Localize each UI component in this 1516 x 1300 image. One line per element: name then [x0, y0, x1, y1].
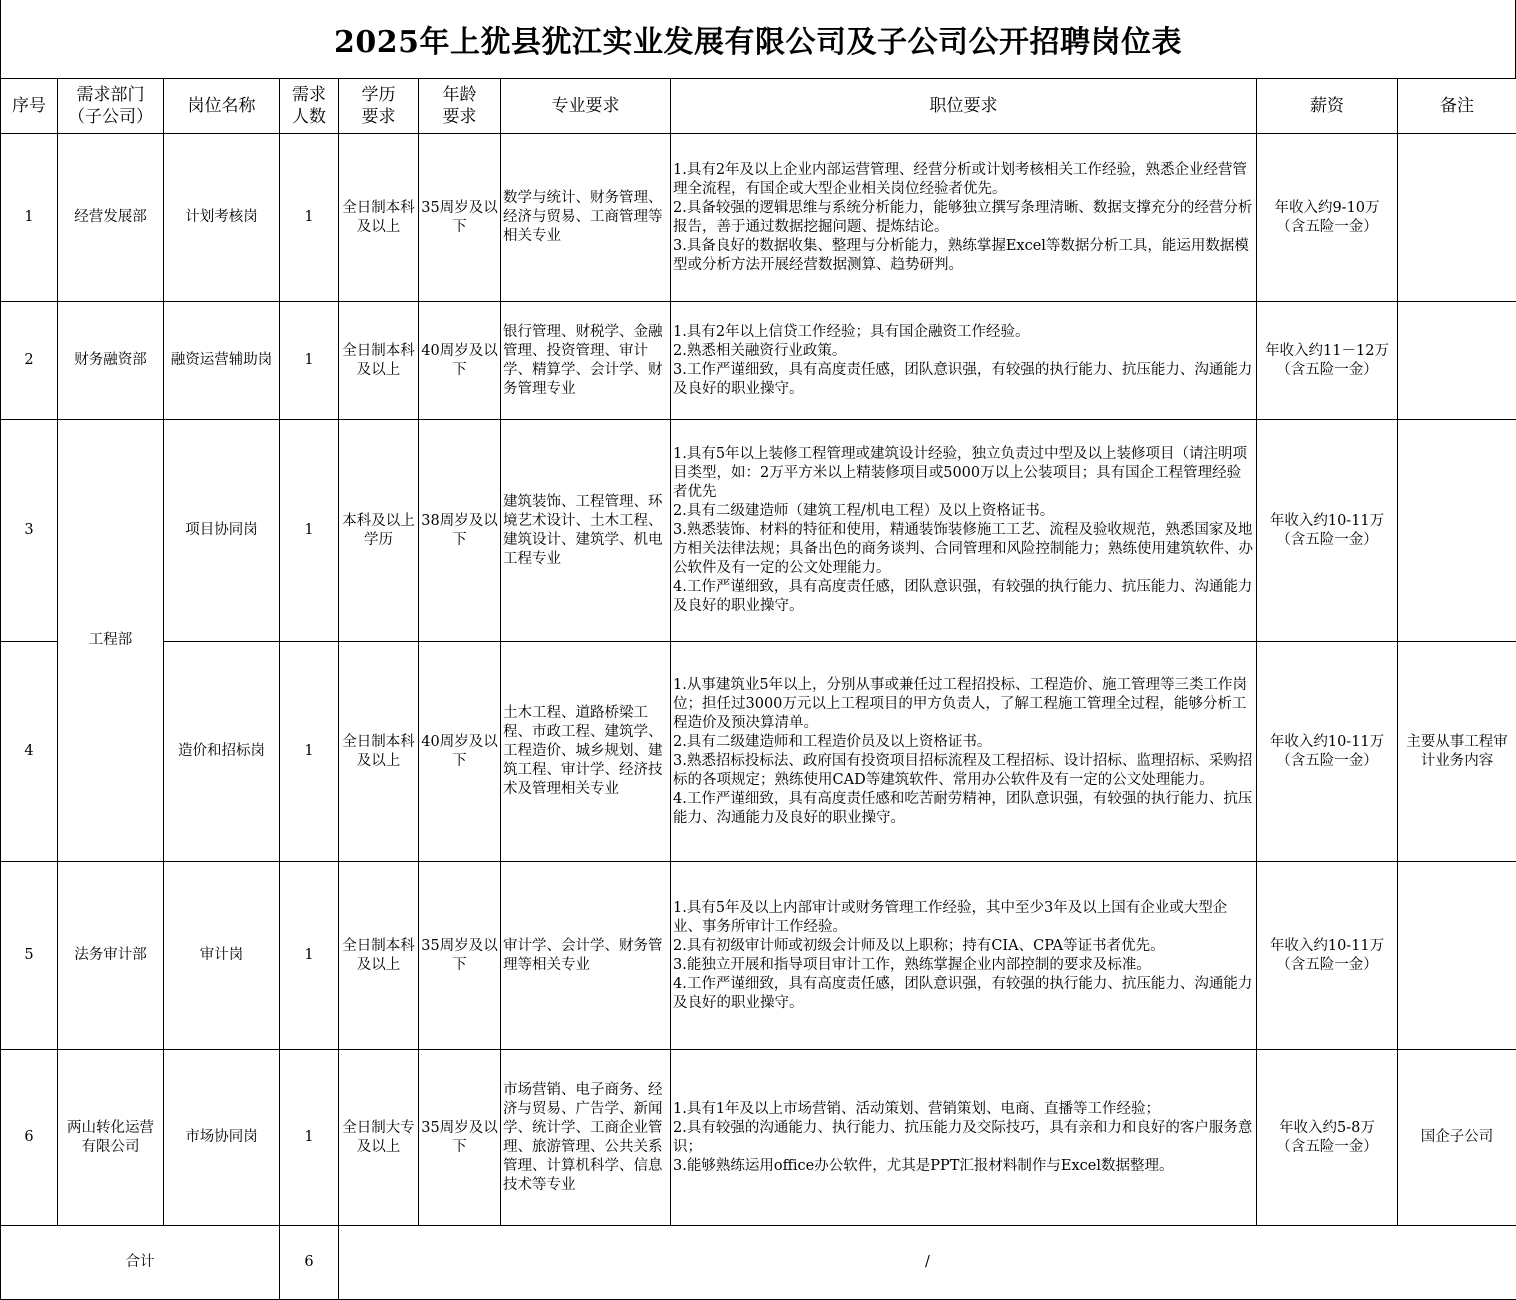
cell-remark	[1398, 302, 1516, 420]
total-rest: /	[339, 1226, 1516, 1300]
cell-count: 1	[280, 862, 339, 1050]
cell-count: 1	[280, 1050, 339, 1226]
header-edu	[339, 79, 419, 134]
total-count: 6	[280, 1226, 339, 1300]
cell-seq: 4	[1, 642, 58, 862]
cell-seq: 1	[1, 134, 58, 302]
duty-line: 2.具有二级建造师和工程造价员及以上资格证书。	[673, 733, 1254, 752]
salary-note: （含五险一金）	[1259, 218, 1395, 237]
salary-note: （含五险一金）	[1259, 361, 1395, 380]
header-duties: 职位要求	[671, 79, 1257, 134]
header-dept-line2: （子公司）	[60, 106, 161, 128]
header-edu-line2: 要求	[341, 106, 416, 128]
cell-count: 1	[280, 642, 339, 862]
cell-seq: 2	[1, 302, 58, 420]
cell-count: 1	[280, 302, 339, 420]
cell-remark	[1398, 862, 1516, 1050]
salary-note: （含五险一金）	[1259, 956, 1395, 975]
table-row	[1, 862, 1516, 1050]
cell-salary	[1257, 134, 1398, 302]
cell-remark	[1398, 420, 1516, 642]
table-row	[1, 1050, 1516, 1226]
salary-amount: 年收入约10-11万	[1259, 733, 1395, 752]
duty-line: 4.工作严谨细致，具有高度责任感，团队意识强，有较强的执行能力、抗压能力、沟通能力及良好的职业操守。	[673, 578, 1254, 616]
duty-line: 3.具备良好的数据收集、整理与分析能力，熟练掌握Excel等数据分析工具，能运用数据模型或分析方法开展经营数据测算、趋势研判。	[673, 237, 1254, 275]
salary-note: （含五险一金）	[1259, 531, 1395, 550]
cell-salary	[1257, 862, 1398, 1050]
cell-age: 35周岁及以下	[419, 134, 501, 302]
header-age-line2: 要求	[421, 106, 498, 128]
cell-remark	[1398, 134, 1516, 302]
cell-dept: 法务审计部	[58, 862, 164, 1050]
cell-position: 审计岗	[164, 862, 280, 1050]
cell-edu: 全日制本科及以上	[339, 862, 419, 1050]
salary-amount: 年收入约11－12万	[1259, 342, 1395, 361]
cell-salary	[1257, 642, 1398, 862]
header-position: 岗位名称	[164, 79, 280, 134]
total-row	[1, 1226, 1516, 1300]
duty-line: 2.具备较强的逻辑思维与系统分析能力，能够独立撰写条理清晰、数据支撑充分的经营分析报告，善于通过数据挖掘问题、提炼结论。	[673, 199, 1254, 237]
duty-line: 1.具有5年及以上内部审计或财务管理工作经验，其中至少3年及以上国有企业或大型企业、事务所审计工作经验。	[673, 899, 1254, 937]
cell-age: 35周岁及以下	[419, 1050, 501, 1226]
table-row	[1, 420, 1516, 642]
header-major: 专业要求	[501, 79, 671, 134]
header-count	[280, 79, 339, 134]
cell-duties	[671, 862, 1257, 1050]
cell-salary	[1257, 302, 1398, 420]
header-seq: 序号	[1, 79, 58, 134]
table-row	[1, 134, 1516, 302]
cell-edu: 全日制大专及以上	[339, 1050, 419, 1226]
cell-position: 计划考核岗	[164, 134, 280, 302]
cell-seq: 6	[1, 1050, 58, 1226]
salary-note: （含五险一金）	[1259, 1138, 1395, 1157]
duty-line: 3.工作严谨细致，具有高度责任感，团队意识强，有较强的执行能力、抗压能力、沟通能力及良好的职业操守。	[673, 361, 1254, 399]
duty-line: 1.具有5年以上装修工程管理或建筑设计经验，独立负责过中型及以上装修项目（请注明项目类型，如：2万平方米以上精装修项目或5000万以上公装项目；具有国企工程管理经验者优先	[673, 445, 1254, 502]
cell-count: 1	[280, 420, 339, 642]
table-row	[1, 642, 1516, 862]
cell-dept: 工程部	[58, 420, 164, 862]
cell-dept: 两山转化运营有限公司	[58, 1050, 164, 1226]
page-title: 2025年上犹县犹江实业发展有限公司及子公司公开招聘岗位表	[0, 0, 1516, 78]
cell-age: 35周岁及以下	[419, 862, 501, 1050]
header-count-line1: 需求	[282, 84, 336, 106]
cell-seq: 5	[1, 862, 58, 1050]
duty-line: 2.具有初级审计师或初级会计师及以上职称；持有CIA、CPA等证书者优先。	[673, 937, 1254, 956]
cell-age: 40周岁及以下	[419, 642, 501, 862]
cell-major: 市场营销、电子商务、经济与贸易、广告学、新闻学、统计学、工商企业管理、旅游管理、公共关系管理、计算机科学、信息技术等专业	[501, 1050, 671, 1226]
cell-position: 市场协同岗	[164, 1050, 280, 1226]
cell-count: 1	[280, 134, 339, 302]
salary-note: （含五险一金）	[1259, 752, 1395, 771]
cell-duties	[671, 1050, 1257, 1226]
cell-position: 造价和招标岗	[164, 642, 280, 862]
cell-dept: 经营发展部	[58, 134, 164, 302]
duty-line: 1.具有2年及以上企业内部运营管理、经营分析或计划考核相关工作经验，熟悉企业经营管理全流程，有国企或大型企业相关岗位经验者优先。	[673, 161, 1254, 199]
cell-salary	[1257, 1050, 1398, 1226]
total-label: 合计	[1, 1226, 280, 1300]
cell-salary	[1257, 420, 1398, 642]
header-dept-line1: 需求部门	[60, 84, 161, 106]
header-edu-line1: 学历	[341, 84, 416, 106]
cell-major: 建筑装饰、工程管理、环境艺术设计、土木工程、建筑设计、建筑学、机电工程专业	[501, 420, 671, 642]
cell-duties	[671, 420, 1257, 642]
header-age	[419, 79, 501, 134]
cell-seq: 3	[1, 420, 58, 642]
duty-line: 2.具有二级建造师（建筑工程/机电工程）及以上资格证书。	[673, 502, 1254, 521]
cell-duties	[671, 642, 1257, 862]
cell-age: 40周岁及以下	[419, 302, 501, 420]
cell-edu: 全日制本科及以上	[339, 134, 419, 302]
header-dept	[58, 79, 164, 134]
salary-amount: 年收入约9-10万	[1259, 199, 1395, 218]
salary-amount: 年收入约10-11万	[1259, 512, 1395, 531]
cell-edu: 全日制本科及以上	[339, 302, 419, 420]
salary-amount: 年收入约10-11万	[1259, 937, 1395, 956]
cell-major: 土木工程、道路桥梁工程、市政工程、建筑学、工程造价、城乡规划、建筑工程、审计学、经济技术及管理相关专业	[501, 642, 671, 862]
header-remark: 备注	[1398, 79, 1516, 134]
header-age-line1: 年龄	[421, 84, 498, 106]
duty-line: 4.工作严谨细致，具有高度责任感和吃苦耐劳精神，团队意识强，有较强的执行能力、抗压能力、沟通能力及良好的职业操守。	[673, 790, 1254, 828]
header-count-line2: 人数	[282, 106, 336, 128]
duty-line: 1.从事建筑业5年以上，分别从事或兼任过工程招投标、工程造价、施工管理等三类工作岗位；担任过3000万元以上工程项目的甲方负责人，了解工程施工管理全过程，能够分析工程造价及预决算清单。	[673, 676, 1254, 733]
duty-line: 3.熟悉招标投标法、政府国有投资项目招标流程及工程招标、设计招标、监理招标、采购招标的各项规定；熟练使用CAD等建筑软件、常用办公软件及有一定的公文处理能力。	[673, 752, 1254, 790]
cell-age: 38周岁及以下	[419, 420, 501, 642]
duty-line: 2.熟悉相关融资行业政策。	[673, 342, 1254, 361]
cell-remark: 国企子公司	[1398, 1050, 1516, 1226]
duty-line: 3.能独立开展和指导项目审计工作，熟练掌握企业内部控制的要求及标准。	[673, 956, 1254, 975]
cell-duties	[671, 134, 1257, 302]
salary-amount: 年收入约5-8万	[1259, 1119, 1395, 1138]
duty-line: 4.工作严谨细致，具有高度责任感，团队意识强，有较强的执行能力、抗压能力、沟通能力及良好的职业操守。	[673, 975, 1254, 1013]
cell-major: 银行管理、财税学、金融管理、投资管理、审计学、精算学、会计学、财务管理专业	[501, 302, 671, 420]
header-salary: 薪资	[1257, 79, 1398, 134]
job-table	[0, 78, 1516, 1300]
cell-position: 融资运营辅助岗	[164, 302, 280, 420]
cell-dept: 财务融资部	[58, 302, 164, 420]
table-header-row	[1, 79, 1516, 134]
cell-major: 审计学、会计学、财务管理等相关专业	[501, 862, 671, 1050]
cell-duties	[671, 302, 1257, 420]
cell-position: 项目协同岗	[164, 420, 280, 642]
cell-major: 数学与统计、财务管理、经济与贸易、工商管理等相关专业	[501, 134, 671, 302]
duty-line: 3.能够熟练运用office办公软件，尤其是PPT汇报材料制作与Excel数据整理。	[673, 1157, 1254, 1176]
cell-remark: 主要从事工程审计业务内容	[1398, 642, 1516, 862]
table-row	[1, 302, 1516, 420]
duty-line: 1.具有2年以上信贷工作经验；具有国企融资工作经验。	[673, 323, 1254, 342]
cell-edu: 本科及以上学历	[339, 420, 419, 642]
duty-line: 3.熟悉装饰、材料的特征和使用，精通装饰装修施工工艺、流程及验收规范，熟悉国家及地方相关法律法规；具备出色的商务谈判、合同管理和风险控制能力；熟练使用建筑软件、办公软件及有一定的公文处理能力。	[673, 521, 1254, 578]
cell-edu: 全日制本科及以上	[339, 642, 419, 862]
duty-line: 2.具有较强的沟通能力、执行能力、抗压能力及交际技巧，具有亲和力和良好的客户服务意识；	[673, 1119, 1254, 1157]
duty-line: 1.具有1年及以上市场营销、活动策划、营销策划、电商、直播等工作经验；	[673, 1100, 1254, 1119]
